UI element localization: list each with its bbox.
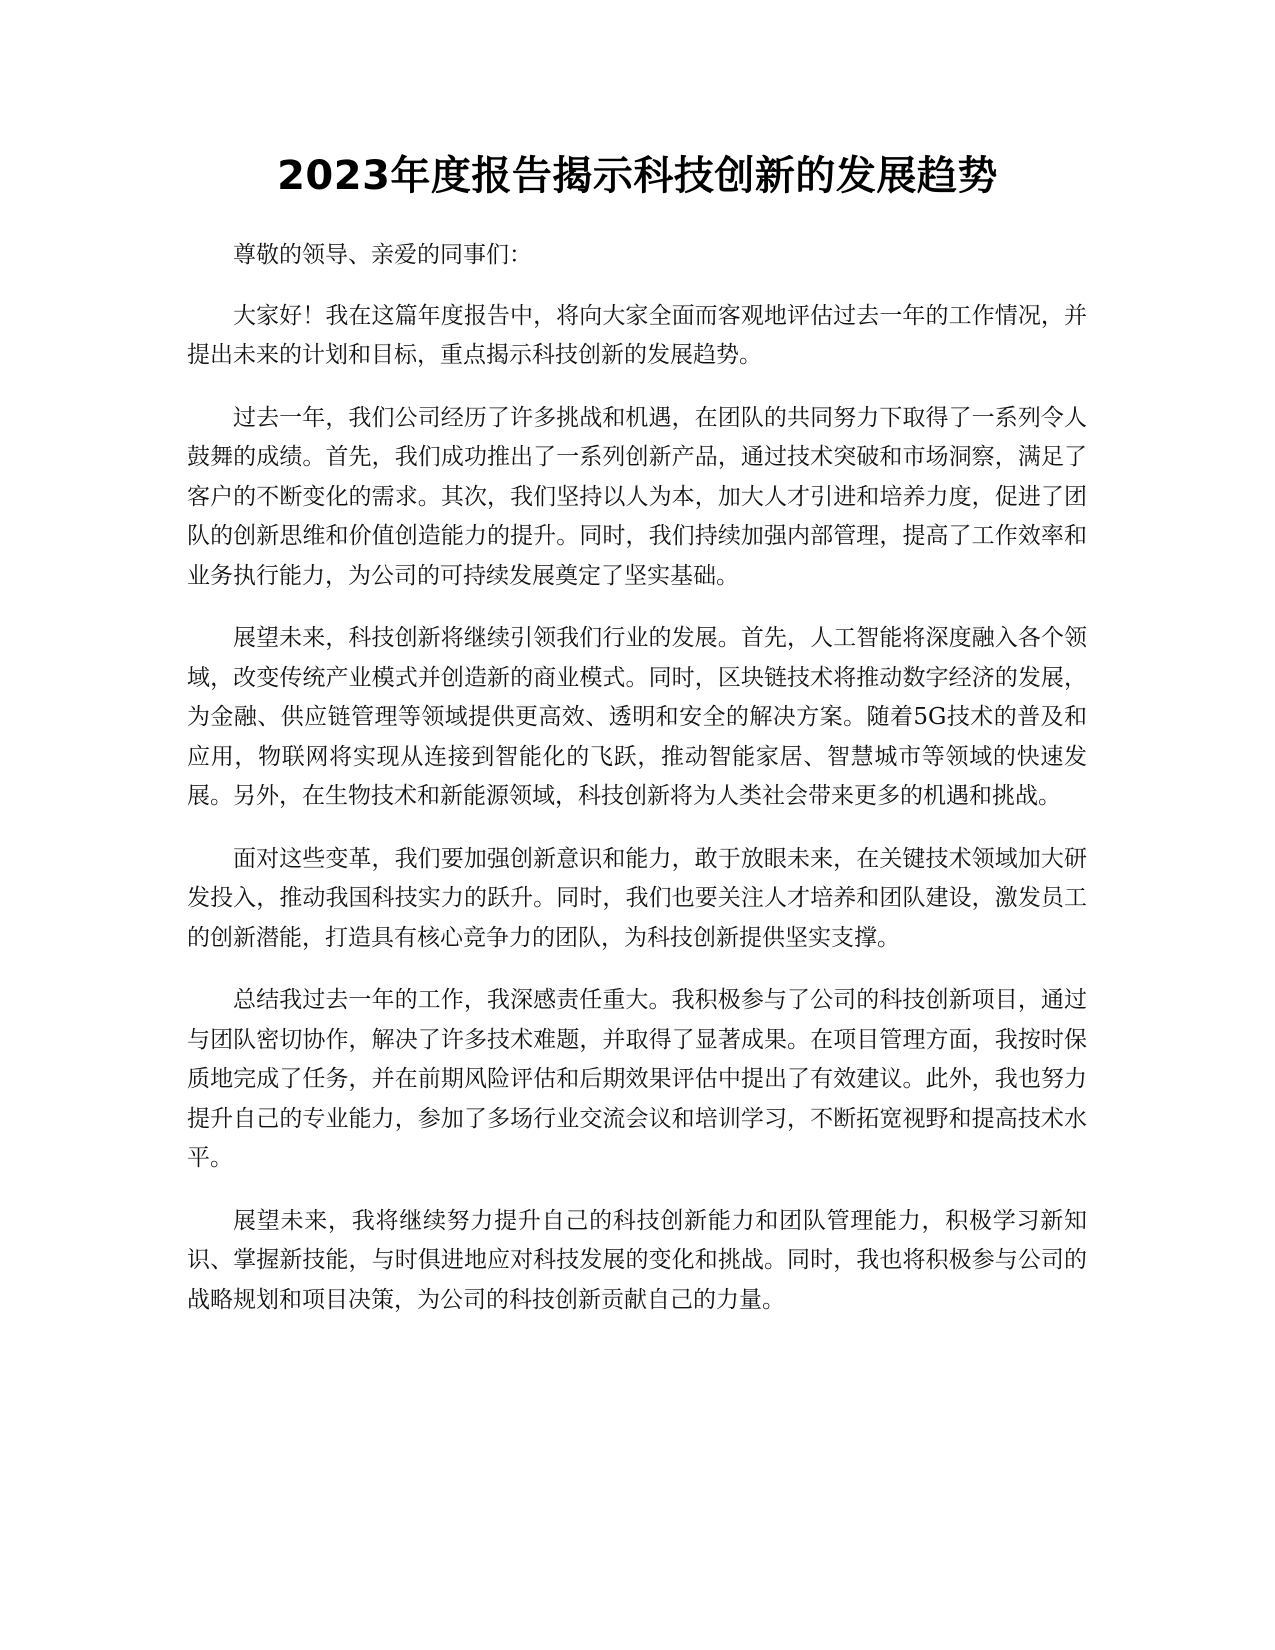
salutation: 尊敬的领导、亲爱的同事们： [233, 242, 532, 268]
paragraph-personal-summary: 总结我过去一年的工作，我深感责任重大。我积极参与了公司的科技创新项目，通过与团队密切协作，解决了许多技术难题，并取得了显著成果。在项目管理方面，我按时保质地完成了任务，并在前期风险评估和后期效果评估中提出了有效建议。此外，我也努力提升自己的专业能力，参加了多场行业交流会议和培训学习，不断拓宽视野和提高技术水平。 [187, 987, 1087, 1171]
paragraph-future-trends: 展望未来，科技创新将继续引领我们行业的发展。首先，人工智能将深度融入各个领域，改变传统产业模式并创造新的商业模式。同时，区块链技术将推动数字经济的发展，为金融、供应链管理等领域提供更高效、透明和安全的解决方案。随着5G技术的普及和应用，物联网将实现从连接到智能化的飞跃，推动智能家居、智慧城市等领域的快速发展。另外，在生物技术和新能源领域，科技创新将为人类社会带来更多的机遇和挑战。 [187, 625, 1087, 809]
document-body [187, 236, 1087, 1343]
paragraph-past-year: 过去一年，我们公司经历了许多挑战和机遇，在团队的共同努力下取得了一系列令人鼓舞的成绩。首先，我们成功推出了一系列创新产品，通过技术突破和市场洞察，满足了客户的不断变化的需求。其次，我们坚持以人为本，加大人才引进和培养力度，促进了团队的创新思维和价值创造能力的提升。同时，我们持续加强内部管理，提高了工作效率和业务执行能力，为公司的可持续发展奠定了坚实基础。 [187, 404, 1087, 589]
paragraph-personal-outlook: 展望未来，我将继续努力提升自己的科技创新能力和团队管理能力，积极学习新知识、掌握新技能，与时俱进地应对科技发展的变化和挑战。同时，我也将积极参与公司的战略规划和项目决策，为公司的科技创新贡献自己的力量。 [187, 1207, 1087, 1313]
paragraph-response: 面对这些变革，我们要加强创新意识和能力，敢于放眼未来，在关键技术领域加大研发投入，推动我国科技实力的跃升。同时，我们也要关注人才培养和团队建设，激发员工的创新潜能，打造具有核心竞争力的团队，为科技创新提供坚实支撑。 [187, 845, 1087, 951]
paragraph-greeting: 大家好！我在这篇年度报告中，将向大家全面而客观地评估过去一年的工作情况，并提出未来的计划和目标，重点揭示科技创新的发展趋势。 [187, 302, 1087, 368]
page-title: 2023年度报告揭示科技创新的发展趋势 [277, 153, 998, 199]
